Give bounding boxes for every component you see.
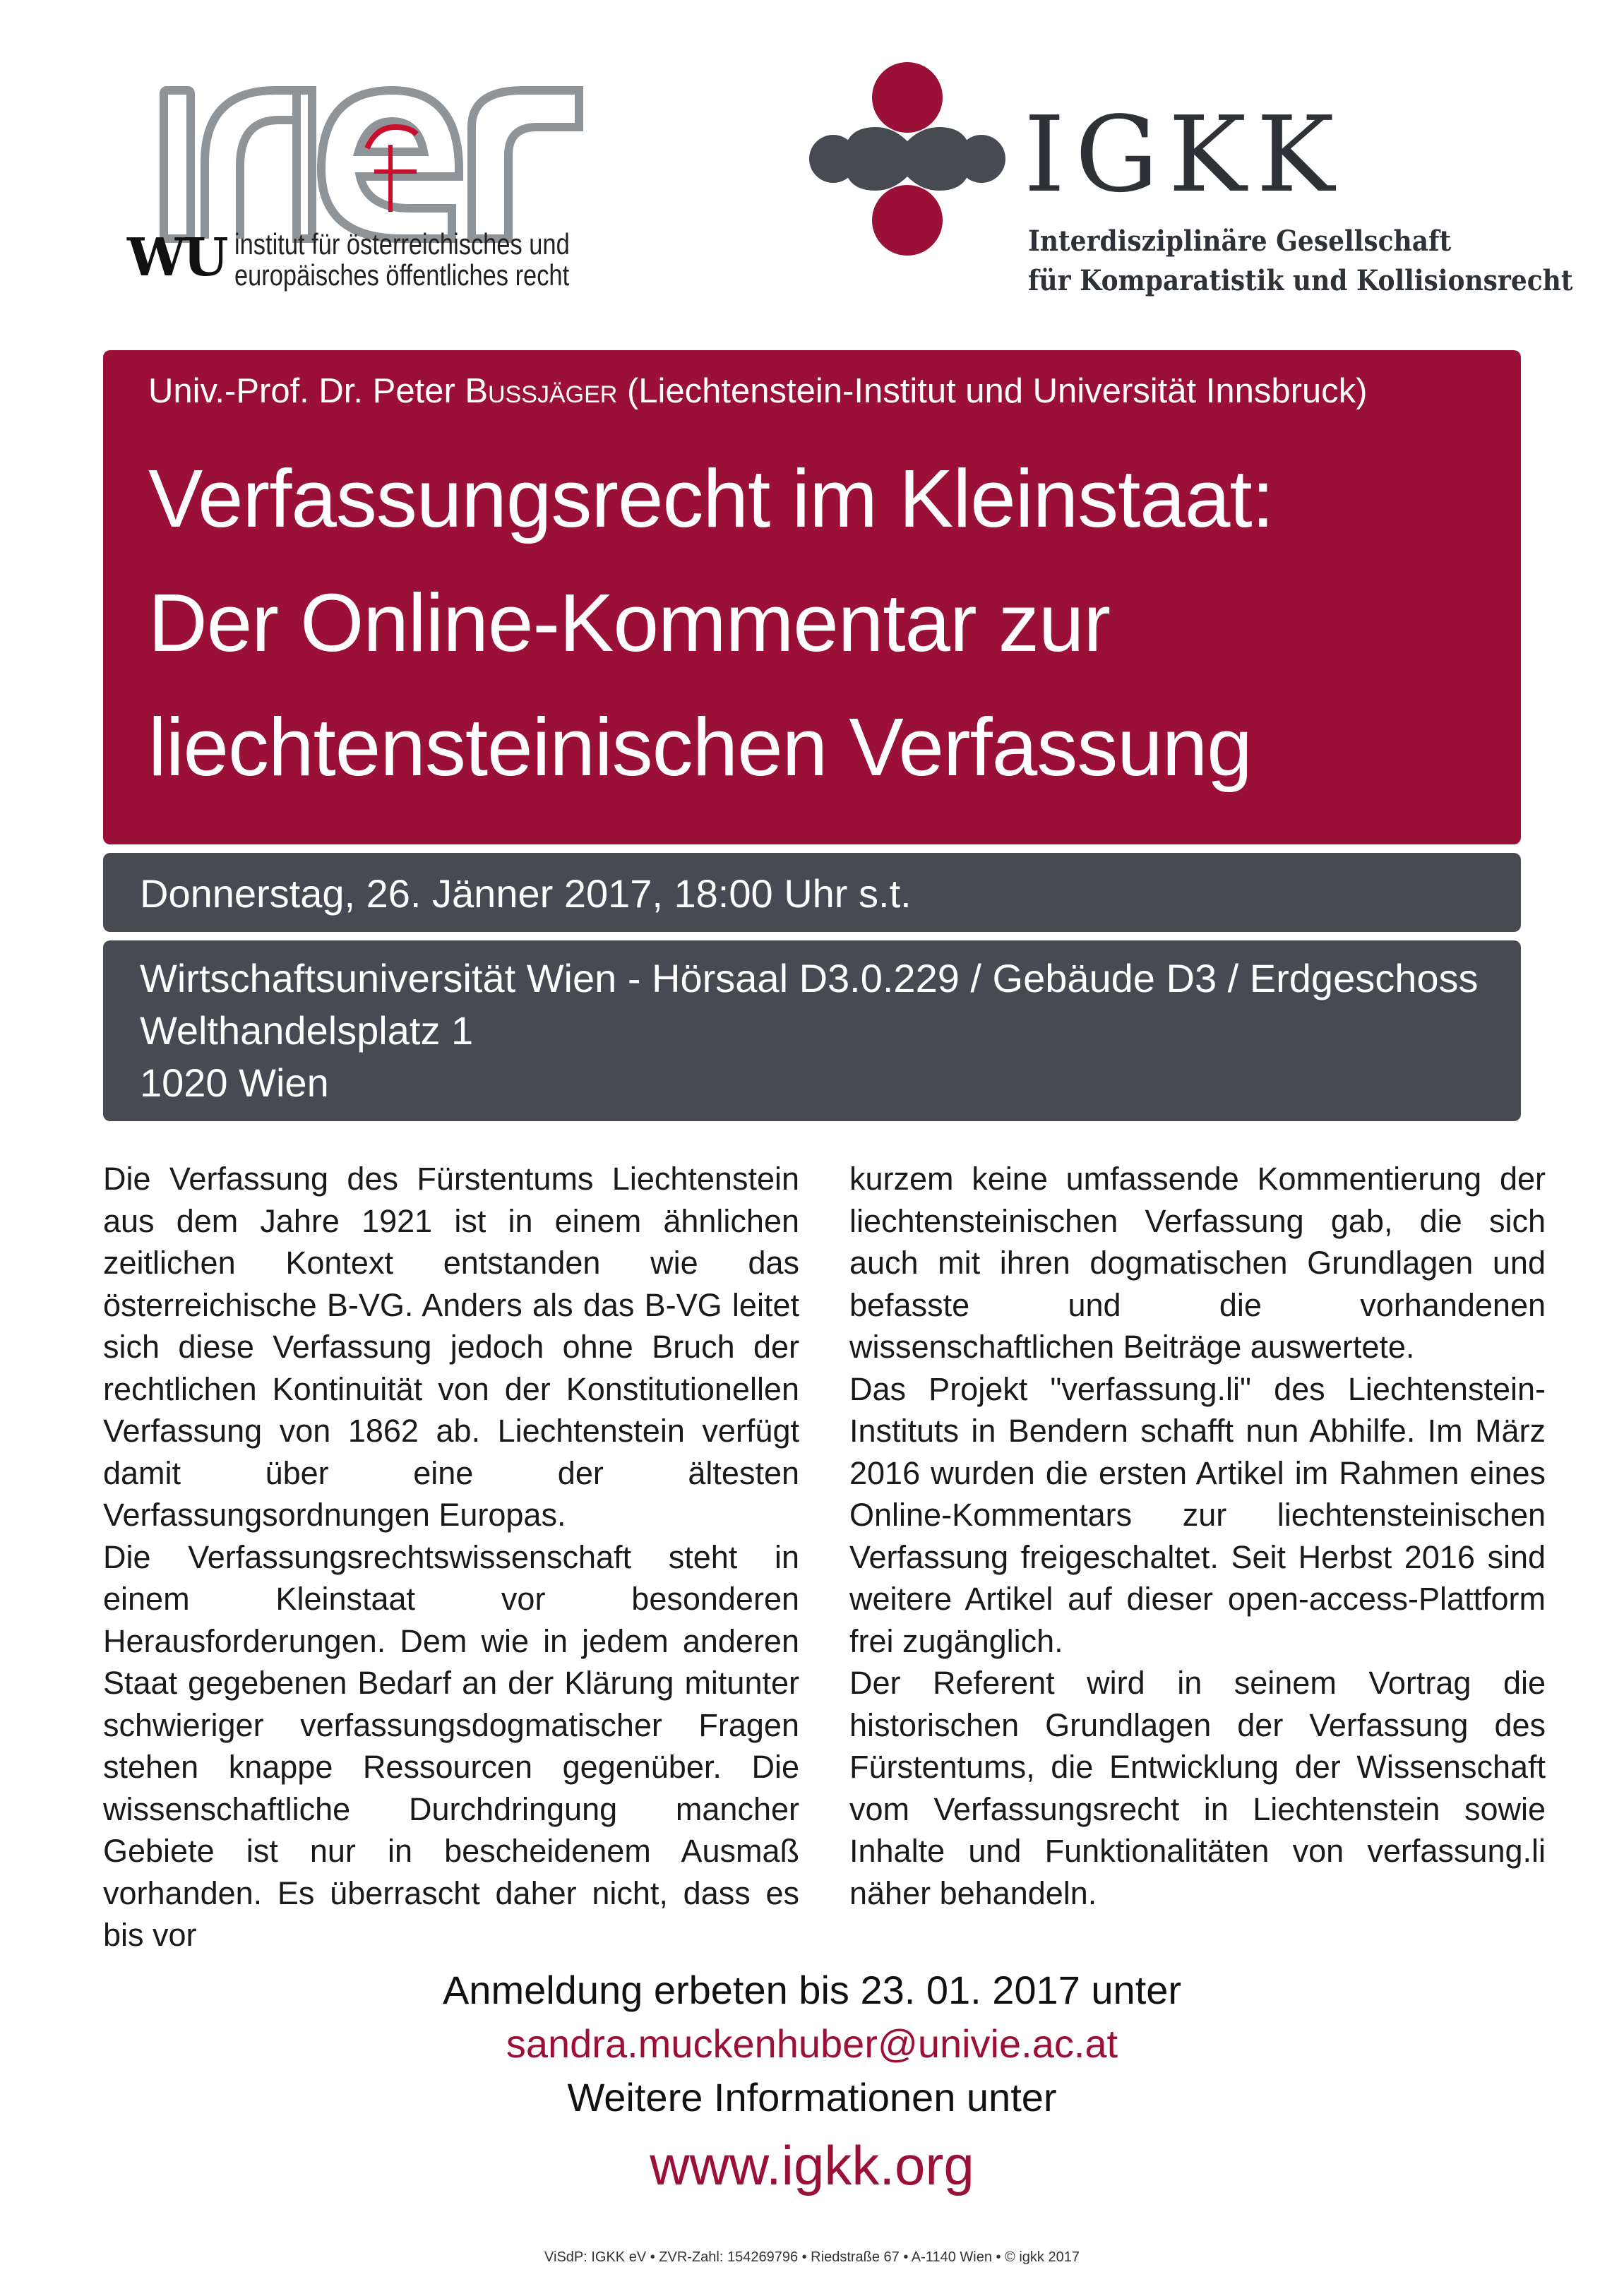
wu-mark: WU xyxy=(127,227,226,288)
ioer-logo xyxy=(127,78,607,292)
speaker-affiliation: (Liechtenstein-Institut und Universität Innsbruck) xyxy=(617,372,1368,410)
ioer-subtitle-line1: institut für österreichisches und xyxy=(234,227,570,261)
ioer-subtitle-line2: europäisches öffentliches recht xyxy=(234,258,570,292)
wu-logo xyxy=(127,227,226,288)
body-paragraph: Das Projekt "verfassung.li" des Liechtenstein-Instituts in Bendern schafft nun Abhilfe. Im März 2016 wurden die ersten Artikel im Rahmen eines Online-Kommentars zur liechtensteinischen Verfassung freigeschaltet. Seit Herbst 2016 sind weitere Artikel auf dieser open-access-Plattform frei zugänglich. xyxy=(849,1370,1546,1659)
imprint: ViSdP: IGKK eV • ZVR-Zahl: 154269796 • Riedstraße 67 • A-1140 Wien • © igkk 2017 xyxy=(544,2249,1080,2265)
event-title-line-2: Der Online-Kommentar zur xyxy=(148,577,1110,669)
body-paragraph: Der Referent wird in seinem Vortrag die historischen Grundlagen der Verfassung des Fürstentums, die Entwicklung der Wissenschaft vom Verfassungsrecht in Liechtenstein sowie Inhalte und Funktionalitäten von verfassung.li näher behandeln. xyxy=(849,1665,1546,1911)
website-link[interactable]: www.igkk.org xyxy=(650,2134,974,2196)
speaker-line xyxy=(148,371,1368,411)
speaker-surname: Bußjäger xyxy=(465,372,618,410)
body-paragraph: Die Verfassungsrechtswissenschaft steht in einem Kleinstaat vor besonderen Herausforderungen. Dem wie in jedem anderen Staat gegebenen Bedarf an der Klärung mitunter schwieriger verfassungsdogmatischer Fragen stehen knappe Ressourcen gegenüber. Die wissenschaftliche Durchdringung mancher Gebiete ist nur in bescheidenem Ausmaß vorhanden. Es überrascht daher nicht, dass es bis vor xyxy=(103,1538,799,1953)
venue-line-3: 1020 Wien xyxy=(140,1060,329,1105)
igkk-subtitle-line1: Interdisziplinäre Gesellschaft xyxy=(1028,225,1452,258)
registration-text: Anmeldung erbeten bis 23. 01. 2017 unter xyxy=(442,1968,1182,2012)
body-column-left xyxy=(103,1158,799,1956)
igkk-emblem-icon xyxy=(805,56,1010,261)
event-title-line-3: liechtensteinischen Verfassung xyxy=(148,701,1252,793)
body-column-right xyxy=(849,1158,1546,1914)
body-paragraph: Die Verfassung des Fürstentums Liechtenstein aus dem Jahre 1921 ist in einem ähnlichen zeitlichen Kontext entstanden wie das österreichische B-VG. Anders als das B-VG leitet sich diese Verfassung jedoch ohne Bruch der rechtlichen Kontinuität von der Konstitutionellen Verfassung von 1862 ab. Liechtenstein verfügt damit über eine der ältesten Verfassungsordnungen Europas. xyxy=(103,1161,799,1533)
igkk-name: IGKK xyxy=(1024,94,1344,215)
registration-email-link[interactable]: sandra.muckenhuber@univie.ac.at xyxy=(506,2021,1118,2066)
speaker-prefix: Univ.-Prof. Dr. Peter xyxy=(148,372,465,410)
venue-line-1: Wirtschaftsuniversität Wien - Hörsaal D3.0.229 / Gebäude D3 / Erdgeschoss xyxy=(140,956,1479,1000)
event-title-line-1: Verfassungsrecht im Kleinstaat: xyxy=(148,453,1274,544)
body-paragraph: kurzem keine umfassende Kommentierung der liechtensteinischen Verfassung gab, die sich auch mit ihren dogmatischen Grundlagen und befasste und die vorhandenen wissenschaftlichen Beiträge auswertete. xyxy=(849,1161,1546,1365)
venue-line-2: Welthandelsplatz 1 xyxy=(140,1008,474,1053)
event-date: Donnerstag, 26. Jänner 2017, 18:00 Uhr s.t. xyxy=(140,871,912,916)
more-info-text: Weitere Informationen unter xyxy=(567,2075,1057,2119)
igkk-subtitle-line2: für Komparatistik und Kollisionsrecht xyxy=(1028,264,1573,297)
